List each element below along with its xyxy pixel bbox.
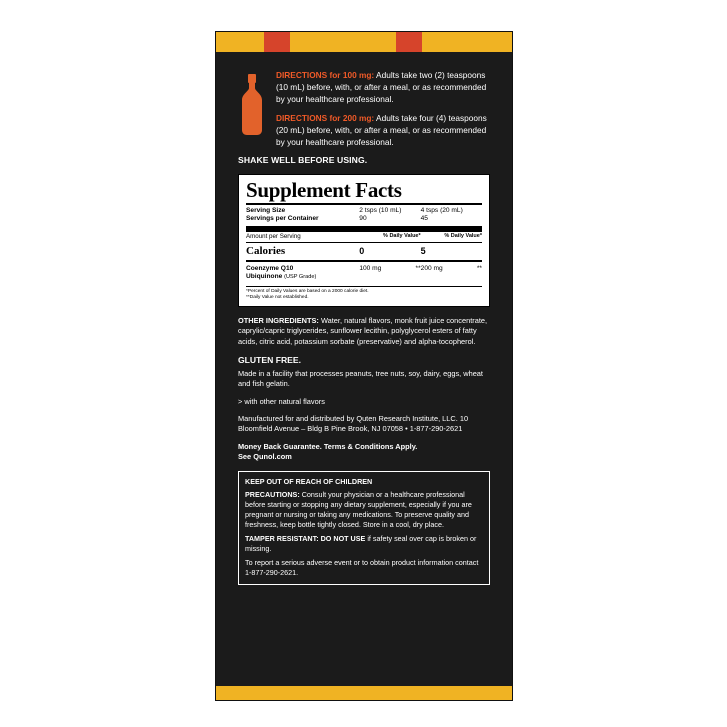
money-back-guarantee: Money Back Guarantee. Terms & Conditions Apply.: [238, 441, 418, 451]
precautions-heading: PRECAUTIONS:: [245, 490, 300, 500]
directions-200mg: [276, 113, 490, 148]
shake-well-notice: SHAKE WELL BEFORE USING.: [238, 154, 368, 165]
directions-100mg-body: Adults take two (2) teaspoons (10 mL) before, with, or after a meal, or as recommended by your healthcare professional.: [276, 70, 487, 104]
box-top-band: [216, 32, 512, 52]
directions-text: [276, 70, 490, 149]
sf-serving-size-col2: 4 tsps (20 mL): [420, 206, 463, 214]
directions-200mg-body: Adults take four (4) teaspoons (20 mL) before, with, or after a meal, or as recommended by your healthcare professional.: [276, 113, 487, 147]
sf-coq10-row: [246, 262, 482, 286]
sf-daily-value-header-1: % Daily Value*: [383, 233, 421, 240]
directions-100mg-heading: DIRECTIONS for 100 mg:: [276, 70, 375, 80]
sf-coq10-amount-2: 200 mg: [420, 264, 443, 272]
sf-serving-size-label: Serving Size: [246, 206, 286, 214]
sf-servings-per-container-label: Servings per Container: [246, 215, 319, 223]
tamper-resistant: [245, 534, 483, 554]
other-ingredients-heading: OTHER INGREDIENTS:: [238, 315, 319, 325]
other-ingredients-body: Water, natural flavors, monk fruit juice concentrate, caprylic/capric triglycerides, sunflower lecithin, polyglycerol esters of fatty acids, citric acid, potassium sorbate (preservative) and alpha-tocopherol.: [238, 315, 488, 346]
bottle-icon: [238, 74, 266, 141]
sf-footnote-2: **Daily Value not established.: [246, 295, 309, 301]
allergen-statement: Made in a facility that processes peanuts, tree nuts, soy, dairy, eggs, wheat and fish gelatin.: [238, 368, 483, 389]
supplement-facts-title: Supplement Facts: [246, 177, 402, 202]
sf-coq10-name: Coenzyme Q10: [246, 264, 294, 272]
sf-calories-row: [246, 243, 482, 260]
sf-coq10-amount-1: 100 mg: [359, 264, 382, 272]
sf-daily-value-header-2: % Daily Value*: [444, 233, 482, 240]
directions-100mg: [276, 70, 490, 105]
sf-serving-size-col1: 2 tsps (10 mL): [359, 206, 402, 214]
precautions-body: Consult your physician or a healthcare professional before starting or stopping any dietary supplement, especially if you are pregnant or nursing or taking any medications. To preserve quality and freshness, keep bottle tightly closed. Store in a cool, dry place.: [245, 490, 472, 530]
sf-coq10-subname: Ubiquinone: [246, 273, 283, 281]
sf-servings-col1: 90: [359, 215, 367, 223]
sf-footnotes: [246, 287, 482, 302]
manufacturer-info: Manufactured for and distributed by Quten Research Institute, LLC. 10 Bloomfield Avenue – Bldg B Pine Brook, NJ 07058 • 1-877-290-2621: [238, 414, 469, 434]
sf-serving-block: [246, 205, 482, 226]
supplement-box: [216, 32, 512, 700]
sf-amount-per-serving-label: Amount per Serving: [246, 233, 301, 241]
box-top-tab-left: [264, 32, 290, 52]
sf-coq10-dv-2: **: [476, 264, 482, 272]
directions-section: [238, 70, 490, 149]
warning-box: [238, 471, 490, 585]
sf-calories-label: Calories: [246, 244, 286, 257]
sf-calories-col2: 5: [420, 245, 426, 256]
sf-coq10-grade: (USP Grade): [284, 274, 317, 281]
box-bottom-band: [216, 686, 512, 700]
keep-out-of-reach-heading: KEEP OUT OF REACH OF CHILDREN: [245, 476, 373, 486]
directions-200mg-heading: DIRECTIONS for 200 mg:: [276, 113, 375, 124]
adverse-event-contact: To report a serious adverse event or to obtain product information contact 1-877-290-2621.: [245, 558, 479, 577]
website-line[interactable]: See Qunol.com: [238, 452, 292, 462]
box-back-panel: [216, 52, 512, 686]
natural-flavors-note: > with other natural flavors: [238, 396, 325, 406]
gluten-free-statement: GLUTEN FREE.: [238, 354, 302, 365]
other-information-section: [238, 316, 490, 463]
sf-calories-col1: 0: [359, 245, 365, 256]
sf-coq10-dv-1: **: [415, 264, 421, 272]
sf-servings-col2: 45: [420, 215, 428, 223]
tamper-resistant-heading: TAMPER RESISTANT: DO NOT USE: [245, 534, 366, 544]
sf-amount-header-row: [246, 232, 482, 242]
precautions: [245, 490, 483, 530]
other-ingredients: [238, 316, 490, 347]
supplement-facts-panel: [238, 174, 490, 307]
sf-footnote-1: *Percent of Daily Values are based on a 2000 calorie diet.: [246, 288, 369, 294]
box-top-tab-right: [396, 32, 422, 52]
tamper-resistant-body: if safety seal over cap is broken or missing.: [245, 534, 477, 554]
